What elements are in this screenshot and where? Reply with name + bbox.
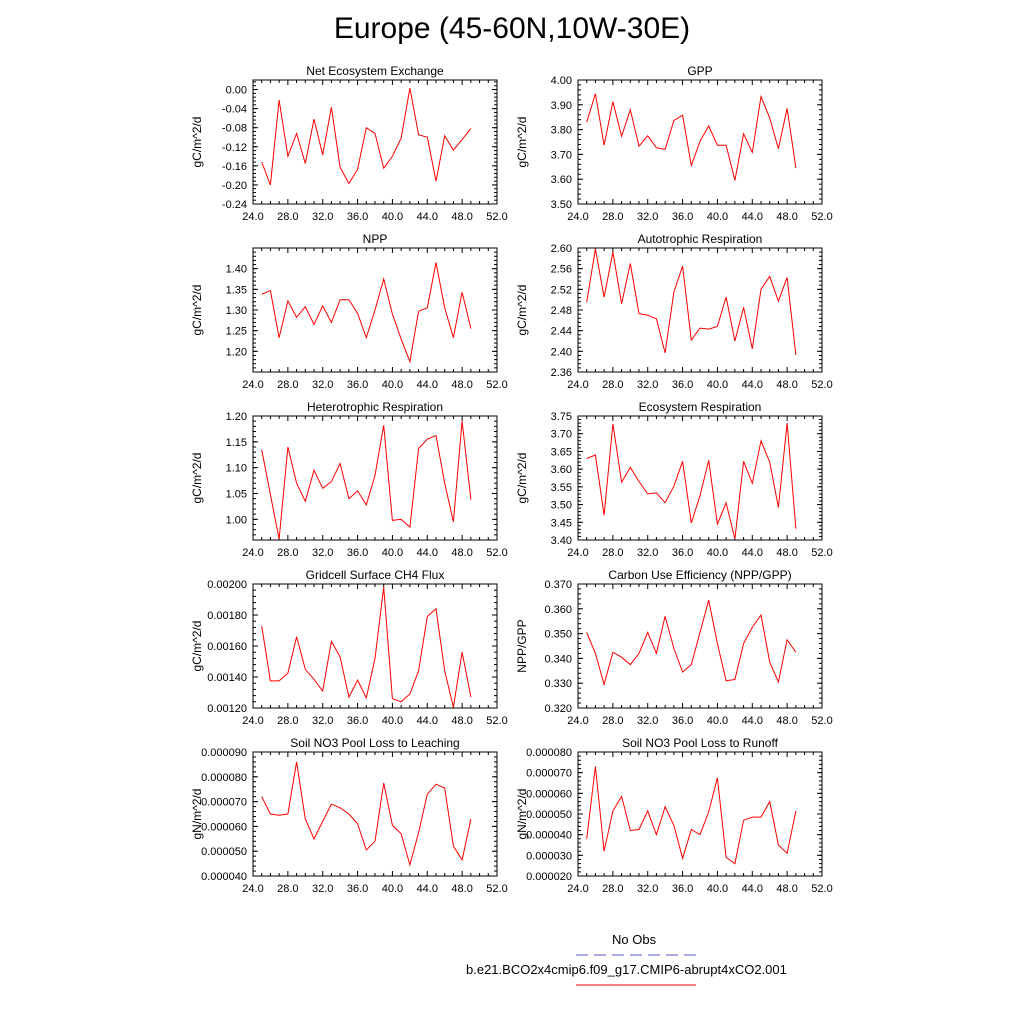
x-tick-label: 24.0 <box>567 883 589 895</box>
panel-9 <box>190 736 508 895</box>
legend <box>0 930 1024 1010</box>
y-tick-label: 0.000050 <box>201 846 247 859</box>
x-tick-label: 40.0 <box>381 883 404 895</box>
x-tick-label: 36.0 <box>671 547 694 559</box>
y-tick-label: -0.12 <box>221 141 247 154</box>
y-tick-label: 0.000040 <box>201 871 247 883</box>
y-tick-label: -0.16 <box>221 160 247 173</box>
x-tick-label: 44.0 <box>741 715 763 727</box>
x-tick-label: 44.0 <box>416 379 438 391</box>
y-tick-label: 0.000060 <box>526 788 572 801</box>
panel-title: Gridcell Surface CH4 Flux <box>305 568 445 582</box>
x-tick-label: 24.0 <box>567 715 589 727</box>
x-tick-label: 48.0 <box>776 211 798 223</box>
legend-model-swatch <box>576 982 698 988</box>
panel-title: Ecosystem Respiration <box>638 400 762 414</box>
x-tick-label: 32.0 <box>312 211 334 223</box>
y-axis-label: gC/m^2/d <box>515 452 529 504</box>
panel-4 <box>515 232 833 391</box>
y-tick-label: 0.00 <box>225 84 247 97</box>
series-line <box>262 587 471 707</box>
y-tick-label: 0.000040 <box>526 829 572 842</box>
y-axis-label: gC/m^2/d <box>190 284 204 336</box>
x-tick-label: 32.0 <box>312 379 334 391</box>
x-tick-label: 52.0 <box>811 715 833 727</box>
x-tick-label: 32.0 <box>637 883 659 895</box>
x-tick-label: 24.0 <box>242 883 264 895</box>
x-tick-label: 52.0 <box>811 883 833 895</box>
y-tick-label: 0.00200 <box>207 579 247 591</box>
y-tick-label: -0.08 <box>221 122 247 135</box>
y-tick-label: 3.50 <box>550 499 572 512</box>
y-tick-label: 2.44 <box>550 325 572 338</box>
x-tick-label: 40.0 <box>381 211 404 223</box>
series-line <box>587 423 796 539</box>
x-tick-label: 28.0 <box>602 379 624 391</box>
y-tick-label: 3.75 <box>550 411 572 423</box>
panel-5 <box>190 400 508 559</box>
x-tick-label: 32.0 <box>312 883 334 895</box>
x-tick-label: 48.0 <box>451 883 473 895</box>
x-tick-label: 28.0 <box>602 211 624 223</box>
y-tick-label: 1.35 <box>225 284 247 297</box>
plot-frame <box>578 248 822 372</box>
x-tick-label: 44.0 <box>741 547 763 559</box>
y-tick-label: 1.20 <box>225 411 247 423</box>
y-tick-label: 2.36 <box>550 367 572 379</box>
panel-title: GPP <box>687 64 713 78</box>
legend-obs-label: No Obs <box>612 932 657 947</box>
panel-3 <box>190 232 508 391</box>
panel-title: Carbon Use Efficiency (NPP/GPP) <box>608 568 792 582</box>
series-line <box>587 600 796 684</box>
y-tick-label: 0.340 <box>544 653 572 666</box>
panel-title: NPP <box>362 232 388 246</box>
y-tick-label: 0.320 <box>544 703 572 715</box>
x-tick-label: 28.0 <box>277 715 299 727</box>
y-tick-label: 0.000090 <box>201 747 247 759</box>
x-tick-label: 48.0 <box>451 379 473 391</box>
x-tick-label: 24.0 <box>567 211 589 223</box>
y-tick-label: 3.55 <box>550 481 572 494</box>
y-tick-label: 0.00140 <box>207 672 247 684</box>
y-tick-label: 0.350 <box>544 628 572 641</box>
x-tick-label: 28.0 <box>277 211 299 223</box>
x-tick-label: 24.0 <box>567 547 589 559</box>
y-tick-label: 0.000070 <box>526 767 572 780</box>
plot-frame <box>253 416 497 540</box>
x-tick-label: 28.0 <box>277 883 299 895</box>
x-tick-label: 52.0 <box>811 211 833 223</box>
x-tick-label: 32.0 <box>637 211 659 223</box>
panel-1 <box>190 64 508 223</box>
y-axis-label: gC/m^2/d <box>515 284 529 336</box>
panel-6 <box>515 400 833 559</box>
y-tick-label: 0.330 <box>544 678 572 691</box>
y-tick-label: 0.00160 <box>207 641 247 653</box>
y-tick-label: 0.000080 <box>526 747 572 759</box>
panel-8 <box>515 568 833 727</box>
x-tick-label: 40.0 <box>381 715 404 727</box>
x-tick-label: 36.0 <box>671 883 694 895</box>
x-tick-label: 24.0 <box>242 715 264 727</box>
y-tick-label: 0.000020 <box>526 871 572 883</box>
x-tick-label: 36.0 <box>346 715 369 727</box>
y-tick-label: 3.60 <box>550 174 572 187</box>
panel-title: Net Ecosystem Exchange <box>306 64 444 78</box>
x-tick-label: 52.0 <box>486 379 508 391</box>
x-tick-label: 44.0 <box>416 547 438 559</box>
y-tick-label: 0.360 <box>544 603 572 616</box>
y-tick-label: 0.000070 <box>201 796 247 809</box>
x-tick-label: 48.0 <box>451 211 473 223</box>
series-line <box>262 88 471 185</box>
x-tick-label: 52.0 <box>486 547 508 559</box>
y-tick-label: 0.000050 <box>526 809 572 821</box>
y-tick-label: 3.90 <box>550 99 572 112</box>
x-tick-label: 40.0 <box>706 883 729 895</box>
y-tick-label: 0.000030 <box>526 850 572 863</box>
panel-2 <box>515 64 833 223</box>
x-tick-label: 52.0 <box>486 883 508 895</box>
y-tick-label: 1.20 <box>225 346 247 359</box>
x-tick-label: 40.0 <box>381 547 404 559</box>
y-axis-label: gC/m^2/d <box>190 620 204 672</box>
x-tick-label: 40.0 <box>706 379 729 391</box>
y-tick-label: 1.40 <box>225 263 247 276</box>
panel-10 <box>515 736 833 895</box>
y-tick-label: 0.00120 <box>207 703 247 715</box>
panel-title: Autotrophic Respiration <box>637 232 763 246</box>
y-axis-label: gC/m^2/d <box>190 116 204 168</box>
plot-frame <box>578 752 822 876</box>
y-tick-label: 3.40 <box>550 535 572 547</box>
x-tick-label: 24.0 <box>567 379 589 391</box>
panel-title: Heterotrophic Respiration <box>306 400 444 414</box>
y-tick-label: 2.56 <box>550 263 572 276</box>
y-tick-label: 3.50 <box>550 199 572 211</box>
x-tick-label: 24.0 <box>242 547 264 559</box>
series-line <box>587 249 796 355</box>
x-tick-label: 24.0 <box>242 379 264 391</box>
x-tick-label: 28.0 <box>277 547 299 559</box>
x-tick-label: 24.0 <box>242 211 264 223</box>
x-tick-label: 52.0 <box>811 379 833 391</box>
figure-title: Europe (45-60N,10W-30E) <box>333 12 691 45</box>
y-tick-label: 0.000080 <box>201 771 247 784</box>
x-tick-label: 40.0 <box>706 715 729 727</box>
y-tick-label: 0.000060 <box>201 821 247 834</box>
y-tick-label: 0.370 <box>544 579 572 591</box>
y-axis-label: gN/m^2/d <box>190 788 204 840</box>
y-axis-label: gC/m^2/d <box>515 116 529 168</box>
y-tick-label: 1.15 <box>225 436 247 449</box>
x-tick-label: 48.0 <box>776 379 798 391</box>
x-tick-label: 44.0 <box>741 379 763 391</box>
x-tick-label: 32.0 <box>637 547 659 559</box>
x-tick-label: 32.0 <box>312 715 334 727</box>
x-tick-label: 32.0 <box>637 715 659 727</box>
y-tick-label: 1.00 <box>225 514 247 527</box>
legend-model-label: b.e21.BCO2x4cmip6.f09_g17.CMIP6-abrupt4xCO2.001 <box>466 962 787 977</box>
x-tick-label: 36.0 <box>671 715 694 727</box>
x-tick-label: 52.0 <box>486 715 508 727</box>
series-line <box>587 94 796 181</box>
y-tick-label: 0.00180 <box>207 610 247 622</box>
y-tick-label: 1.30 <box>225 305 247 317</box>
x-tick-label: 28.0 <box>602 715 624 727</box>
x-tick-label: 48.0 <box>451 715 473 727</box>
y-tick-label: 2.52 <box>550 284 572 297</box>
y-tick-label: 2.40 <box>550 346 572 359</box>
x-tick-label: 40.0 <box>706 211 729 223</box>
x-tick-label: 36.0 <box>346 211 369 223</box>
x-tick-label: 40.0 <box>381 379 404 391</box>
x-tick-label: 52.0 <box>811 547 833 559</box>
y-tick-label: 4.00 <box>550 75 572 87</box>
y-tick-label: 3.45 <box>550 517 572 530</box>
x-tick-label: 44.0 <box>741 211 763 223</box>
y-tick-label: 3.65 <box>550 446 572 459</box>
x-tick-label: 36.0 <box>671 211 694 223</box>
series-line <box>587 767 796 864</box>
x-tick-label: 32.0 <box>312 547 334 559</box>
x-tick-label: 36.0 <box>671 379 694 391</box>
plot-frame <box>253 584 497 708</box>
x-tick-label: 48.0 <box>776 715 798 727</box>
y-axis-label: gC/m^2/d <box>190 452 204 504</box>
y-tick-label: 3.70 <box>550 428 572 441</box>
y-tick-label: 1.25 <box>225 325 247 338</box>
panel-title: Soil NO3 Pool Loss to Runoff <box>622 736 778 750</box>
series-line <box>262 421 471 539</box>
x-tick-label: 44.0 <box>416 715 438 727</box>
x-tick-label: 40.0 <box>706 547 729 559</box>
x-tick-label: 48.0 <box>451 547 473 559</box>
y-tick-label: -0.20 <box>221 179 247 192</box>
x-tick-label: 28.0 <box>602 883 624 895</box>
legend-obs-swatch <box>576 952 698 958</box>
x-tick-label: 36.0 <box>346 379 369 391</box>
y-tick-label: 3.70 <box>550 149 572 162</box>
series-line <box>262 762 471 865</box>
panel-7 <box>190 568 508 727</box>
x-tick-label: 28.0 <box>277 379 299 391</box>
panel-title: Soil NO3 Pool Loss to Leaching <box>290 736 460 750</box>
y-tick-label: 1.05 <box>225 488 247 501</box>
x-tick-label: 52.0 <box>486 211 508 223</box>
y-axis-label: NPP/GPP <box>515 619 529 673</box>
x-tick-label: 36.0 <box>346 883 369 895</box>
x-tick-label: 48.0 <box>776 547 798 559</box>
x-tick-label: 36.0 <box>346 547 369 559</box>
x-tick-label: 32.0 <box>637 379 659 391</box>
x-tick-label: 44.0 <box>416 883 438 895</box>
y-tick-label: 3.60 <box>550 464 572 477</box>
x-tick-label: 48.0 <box>776 883 798 895</box>
x-tick-label: 44.0 <box>741 883 763 895</box>
series-line <box>262 263 471 362</box>
y-tick-label: 1.10 <box>225 462 247 475</box>
x-tick-label: 28.0 <box>602 547 624 559</box>
y-axis-label: gN/m^2/d <box>515 788 529 840</box>
y-tick-label: 2.60 <box>550 243 572 255</box>
y-tick-label: -0.24 <box>221 199 247 211</box>
y-tick-label: 2.48 <box>550 305 572 317</box>
x-tick-label: 44.0 <box>416 211 438 223</box>
y-tick-label: -0.04 <box>221 103 247 116</box>
y-tick-label: 3.80 <box>550 124 572 137</box>
